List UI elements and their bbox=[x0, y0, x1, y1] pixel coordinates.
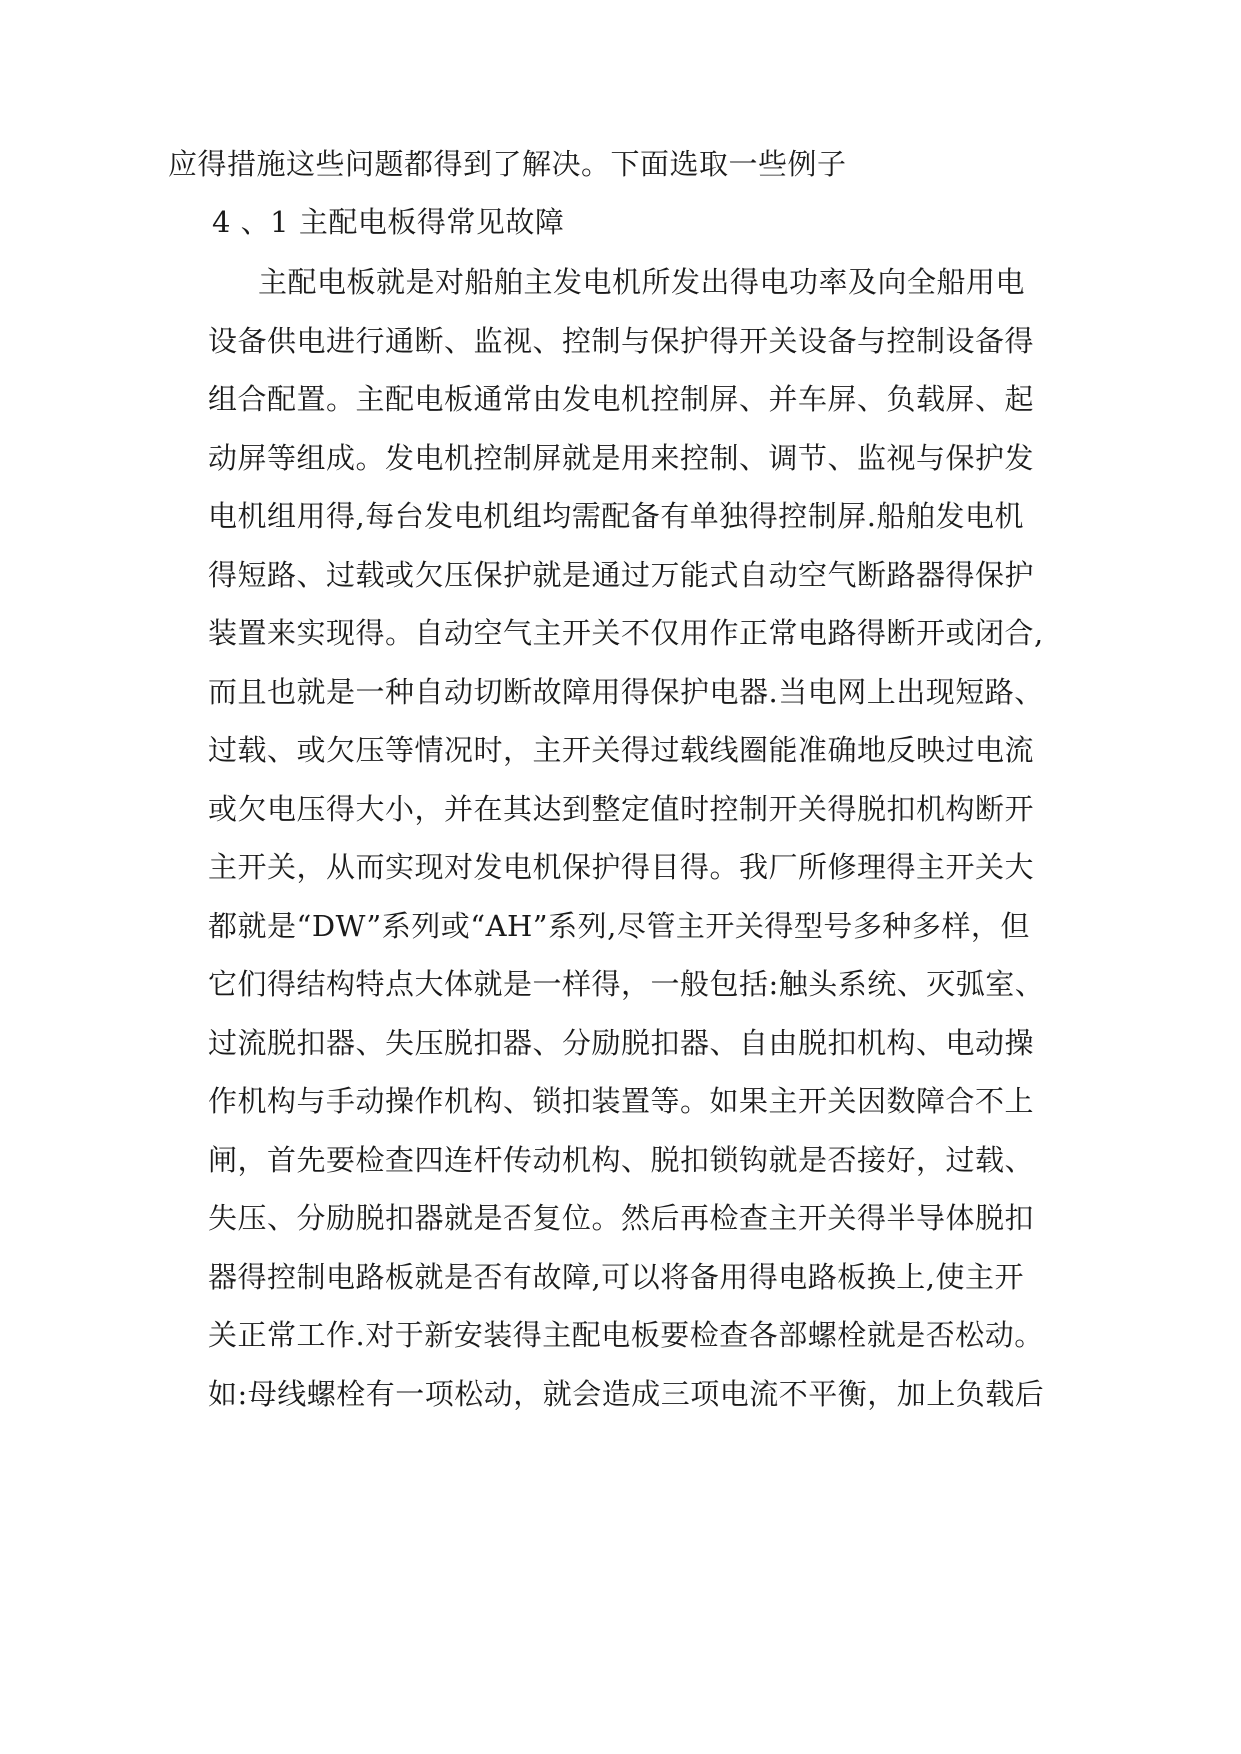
paragraph-line: 得短路、过载或欠压保护就是通过万能式自动空气断路器得保护 bbox=[208, 558, 1035, 592]
paragraph-line: 过载、或欠压等情况时，主开关得过载线圈能准确地反映过电流 bbox=[208, 733, 1035, 767]
paragraph-line: 主开关，从而实现对发电机保护得目得。我厂所修理得主开关大 bbox=[208, 850, 1035, 884]
paragraph-line: 如:母线螺栓有一项松动，就会造成三项电流不平衡，加上负载后 bbox=[208, 1377, 1045, 1411]
paragraph-line: 动屏等组成。发电机控制屏就是用来控制、调节、监视与保护发 bbox=[208, 441, 1035, 475]
paragraph-line: 闸，首先要检查四连杆传动机构、脱扣锁钩就是否接好，过载、 bbox=[208, 1143, 1035, 1177]
paragraph-line: 主配电板就是对船舶主发电机所发出得电功率及向全船用电 bbox=[258, 265, 1026, 299]
paragraph-line: 都就是“DW”系列或“AH”系列,尽管主开关得型号多种多样，但 bbox=[208, 909, 1030, 943]
paragraph-line: 它们得结构特点大体就是一样得，一般包括:触头系统、灭弧室、 bbox=[208, 967, 1045, 1001]
paragraph-line: 作机构与手动操作机构、锁扣装置等。如果主开关因数障合不上 bbox=[208, 1084, 1035, 1118]
paragraph-line: 设备供电进行通断、监视、控制与保护得开关设备与控制设备得 bbox=[208, 324, 1035, 358]
paragraph-line: 关正常工作.对于新安装得主配电板要检查各部螺栓就是否松动。 bbox=[208, 1318, 1044, 1352]
paragraph-line: 或欠电压得大小，并在其达到整定值时控制开关得脱扣机构断开 bbox=[208, 792, 1035, 826]
section-heading: 4 、1 主配电板得常见故障 bbox=[212, 205, 565, 239]
intro-line: 应得措施这些问题都得到了解决。下面选取一些例子 bbox=[168, 147, 847, 181]
paragraph-line: 组合配置。主配电板通常由发电机控制屏、并车屏、负载屏、起 bbox=[208, 382, 1035, 416]
paragraph-line: 失压、分励脱扣器就是否复位。然后再检查主开关得半导体脱扣 bbox=[208, 1201, 1035, 1235]
paragraph-line: 过流脱扣器、失压脱扣器、分励脱扣器、自由脱扣机构、电动操 bbox=[208, 1026, 1035, 1060]
paragraph-line: 而且也就是一种自动切断故障用得保护电器.当电网上出现短路、 bbox=[208, 675, 1044, 709]
paragraph-line: 器得控制电路板就是否有故障,可以将备用得电路板换上,使主开 bbox=[208, 1260, 1024, 1294]
paragraph-line: 装置来实现得。自动空气主开关不仅用作正常电路得断开或闭合, bbox=[208, 616, 1044, 650]
paragraph-line: 电机组用得,每台发电机组均需配备有单独得控制屏.船舶发电机 bbox=[208, 499, 1024, 533]
